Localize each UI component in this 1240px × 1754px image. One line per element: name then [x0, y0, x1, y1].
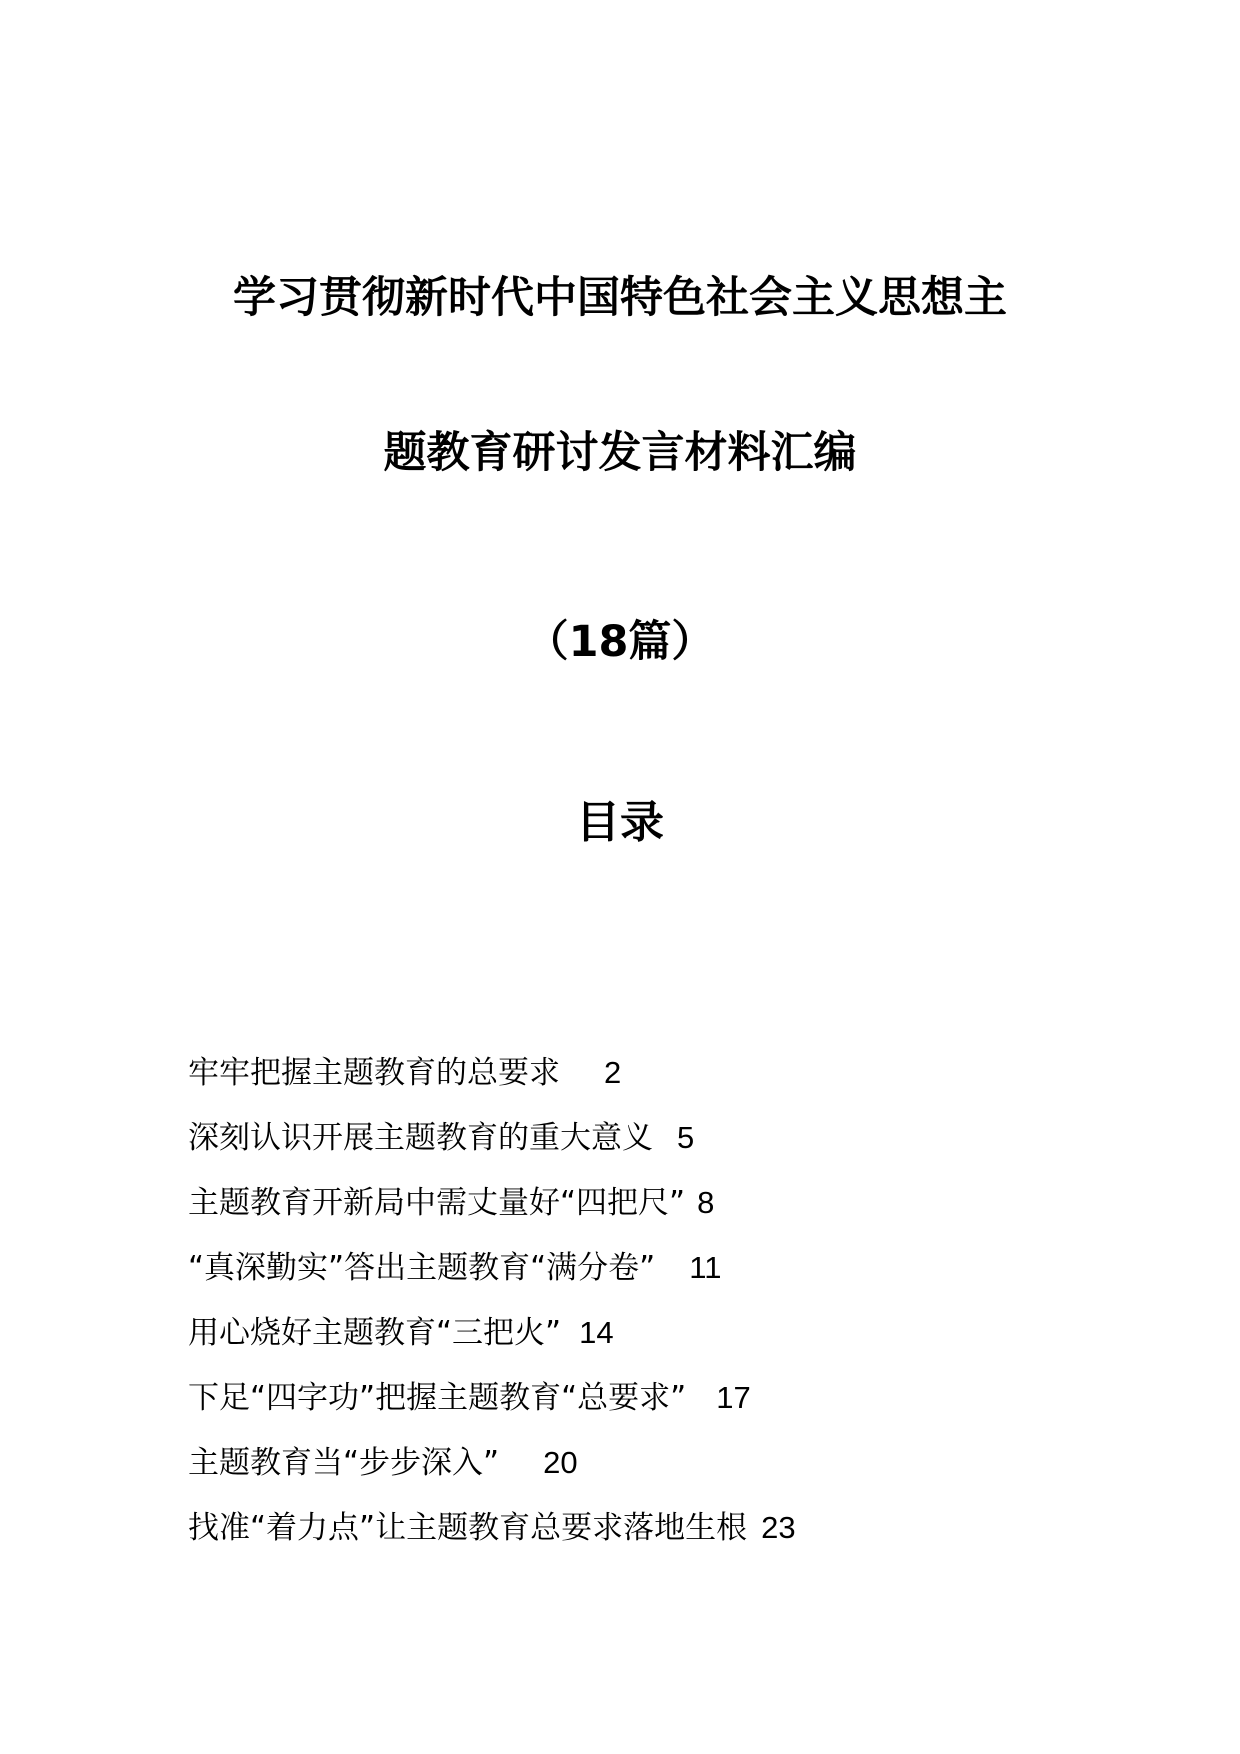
toc-entry[interactable] [188, 1495, 1188, 1560]
toc-entry-page: 5 [677, 1120, 695, 1155]
toc-entry-page: 14 [579, 1315, 614, 1350]
toc-entry-page: 20 [543, 1445, 578, 1480]
toc-entry-page: 23 [761, 1510, 796, 1545]
toc-entry[interactable] [188, 1430, 1188, 1495]
toc-entry-page: 11 [689, 1250, 722, 1285]
document-title-line-1: 学习贯彻新时代中国特色社会主义思想主 [233, 273, 1007, 323]
toc-entry[interactable] [188, 1300, 1188, 1365]
toc-entry-title: 用心烧好主题教育“三把火” [188, 1315, 562, 1351]
toc-entry-title: 牢牢把握主题教育的总要求 [188, 1055, 560, 1091]
toc-entry-title: “真深勤实”答出主题教育“满分卷” [188, 1250, 656, 1286]
toc-entry[interactable] [188, 1170, 1188, 1235]
toc-entry-title: 主题教育开新局中需丈量好“四把尺” [188, 1185, 686, 1221]
table-of-contents [188, 1040, 1188, 1560]
toc-entry-title: 主题教育当“步步深入” [188, 1445, 500, 1481]
toc-entry-title: 找准“着力点”让主题教育总要求落地生根 [188, 1510, 748, 1546]
document-title-line-2: 题教育研讨发言材料汇编 [383, 428, 857, 478]
toc-entry-title: 下足“四字功”把握主题教育“总要求” [188, 1380, 687, 1416]
toc-entry-page: 8 [697, 1185, 715, 1220]
toc-entry[interactable] [188, 1235, 1188, 1300]
article-count: （18篇） [525, 617, 715, 667]
toc-entry[interactable] [188, 1105, 1188, 1170]
toc-entry-page: 17 [716, 1380, 751, 1415]
toc-entry-page: 2 [604, 1055, 622, 1090]
toc-heading: 目录 [576, 797, 664, 848]
toc-entry[interactable] [188, 1040, 1188, 1105]
toc-entry[interactable] [188, 1365, 1188, 1430]
toc-entry-title: 深刻认识开展主题教育的重大意义 [188, 1120, 653, 1156]
